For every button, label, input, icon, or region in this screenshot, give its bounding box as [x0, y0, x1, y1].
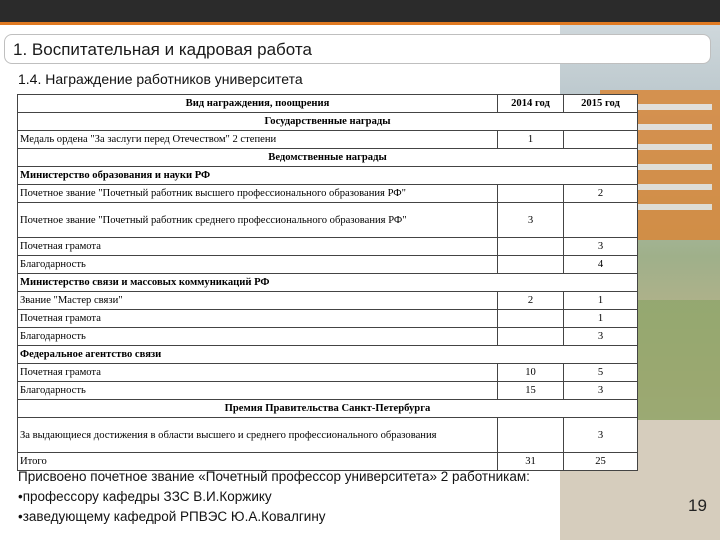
award-label-cell: Почетная грамота: [18, 238, 498, 256]
group-heading: Министерство связи и массовых коммуникаций РФ: [18, 274, 638, 292]
value-2014-cell: 1: [498, 131, 564, 149]
table-row: [18, 185, 638, 203]
table-row: [18, 274, 638, 292]
award-label-cell: Благодарность: [18, 256, 498, 274]
value-2014-cell: [498, 256, 564, 274]
award-label-cell: Почетное звание "Почетный работник среднего профессионального образования РФ": [18, 203, 498, 238]
table-row: [18, 113, 638, 131]
value-2015-cell: 4: [564, 256, 638, 274]
table-row: [18, 382, 638, 400]
value-2014-cell: [498, 238, 564, 256]
award-label-cell: Почетная грамота: [18, 364, 498, 382]
group-heading: Федеральное агентство связи: [18, 346, 638, 364]
table-row: [18, 328, 638, 346]
value-2014-cell: 2: [498, 292, 564, 310]
value-2015-cell: 5: [564, 364, 638, 382]
table-row: [18, 418, 638, 453]
value-2015-cell: [564, 203, 638, 238]
slide-subtitle: 1.4. Награждение работников университета: [18, 71, 303, 87]
notes-block: [18, 467, 530, 527]
page-number: 19: [688, 496, 707, 515]
value-2015-cell: 1: [564, 310, 638, 328]
value-2014-cell: 10: [498, 364, 564, 382]
value-2014-cell: [498, 328, 564, 346]
award-label-cell: Медаль ордена "За заслуги перед Отечеством" 2 степени: [18, 131, 498, 149]
award-label-cell: Благодарность: [18, 328, 498, 346]
note-line: •заведующему кафедрой РПВЭС Ю.А.Ковалгину: [18, 509, 326, 524]
table-row: [18, 149, 638, 167]
table-body: [18, 113, 638, 471]
value-2014-cell: 15: [498, 382, 564, 400]
section-heading: Ведомственные награды: [18, 149, 638, 167]
table-row: [18, 292, 638, 310]
table-row: [18, 203, 638, 238]
award-label-cell: Итого: [18, 453, 498, 471]
header-2015: 2015 год: [564, 95, 638, 113]
section-heading: Премия Правительства Санкт-Петербурга: [18, 400, 638, 418]
table-row: [18, 167, 638, 185]
table-row: [18, 256, 638, 274]
table-row: [18, 238, 638, 256]
value-2014-cell: [498, 310, 564, 328]
table-row: [18, 400, 638, 418]
value-2014-cell: 31: [498, 453, 564, 471]
value-2015-cell: [564, 131, 638, 149]
value-2015-cell: 25: [564, 453, 638, 471]
table-header-row: [18, 95, 638, 113]
table-row: [18, 346, 638, 364]
award-label-cell: Звание "Мастер связи": [18, 292, 498, 310]
header-2014: 2014 год: [498, 95, 564, 113]
value-2014-cell: [498, 418, 564, 453]
value-2014-cell: 3: [498, 203, 564, 238]
award-label-cell: Почетное звание "Почетный работник высшего профессионального образования РФ": [18, 185, 498, 203]
value-2015-cell: 2: [564, 185, 638, 203]
note-line: •профессору кафедры ЗЗС В.И.Коржику: [18, 489, 272, 504]
table-row: [18, 310, 638, 328]
note-line: Присвоено почетное звание «Почетный профессор университета» 2 работникам:: [18, 469, 530, 484]
table-row: [18, 364, 638, 382]
value-2015-cell: 1: [564, 292, 638, 310]
award-label-cell: За выдающиеся достижения в области высшего и среднего профессионального образования: [18, 418, 498, 453]
awards-table: [17, 94, 638, 471]
value-2015-cell: 3: [564, 238, 638, 256]
value-2014-cell: [498, 185, 564, 203]
section-heading: Государственные награды: [18, 113, 638, 131]
header-award-type: Вид награждения, поощрения: [18, 95, 498, 113]
value-2015-cell: 3: [564, 382, 638, 400]
slide-title-box: [4, 34, 711, 64]
award-label-cell: Почетная грамота: [18, 310, 498, 328]
value-2015-cell: 3: [564, 418, 638, 453]
group-heading: Министерство образования и науки РФ: [18, 167, 638, 185]
slide-title: 1. Воспитательная и кадровая работа: [13, 40, 312, 59]
value-2015-cell: 3: [564, 328, 638, 346]
award-label-cell: Благодарность: [18, 382, 498, 400]
table-row: [18, 131, 638, 149]
top-bar: [0, 0, 720, 22]
